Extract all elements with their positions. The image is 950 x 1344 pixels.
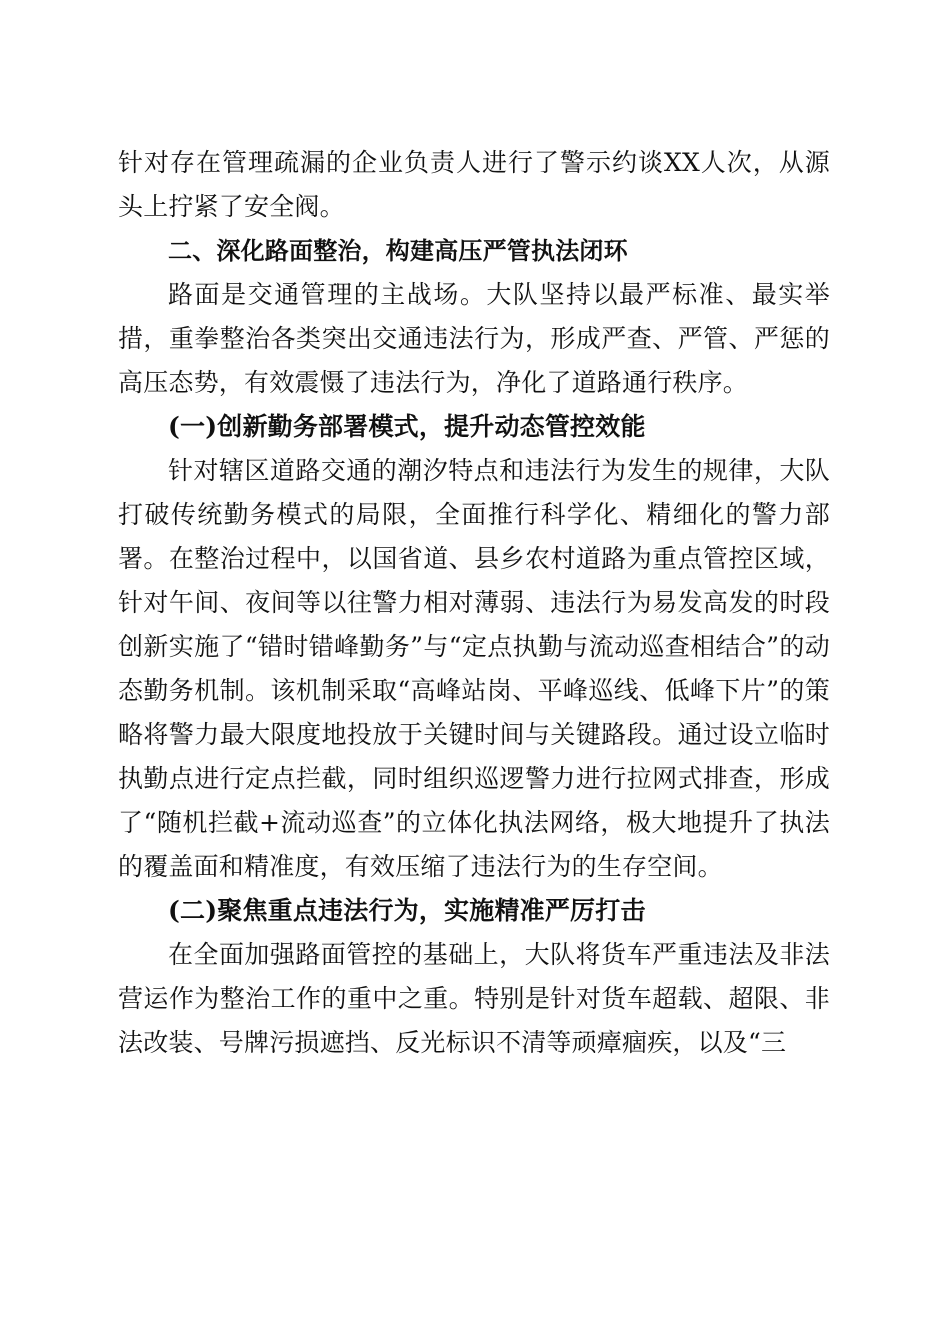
paragraph-key-violations: 在全面加强路面管控的基础上，大队将货车严重违法及非法营运作为整治工作的重中之重。特别是针对货车超载、超限、非法改装、号牌污损遮挡、反光标识不清等顽瘴痼疾，以及“三 <box>118 940 830 1057</box>
paragraph-continuation: 针对存在管理疏漏的企业负责人进行了警示约谈XX人次，从源头上拧紧了安全阀。 <box>118 148 830 221</box>
paragraph-road-management: 路面是交通管理的主战场。大队坚持以最严标准、最实举措，重拳整治各类突出交通违法行为，形成严查、严管、严惩的高压态势，有效震慑了违法行为，净化了道路通行秩序。 <box>118 280 830 397</box>
document-body <box>118 141 830 1065</box>
subsection-heading-2: (二)聚焦重点违法行为，实施精准严厉打击 <box>168 896 646 925</box>
subsection-heading-1: (一)创新勤务部署模式，提升动态管控效能 <box>168 412 646 441</box>
section-heading-2: 二、深化路面整治，构建高压严管执法闭环 <box>168 237 628 265</box>
paragraph-duty-deployment: 针对辖区道路交通的潮汐特点和违法行为发生的规律，大队打破传统勤务模式的局限，全面推行科学化、精细化的警力部署。在整治过程中，以国省道、县乡农村道路为重点管控区域，针对午间、夜间等以往警力相对薄弱、违法行为易发高发的时段创新实施了“错时错峰勤务”与“定点执勤与流动巡查相结合”的动态勤务机制。该机制采取“高峰站岗、平峰巡线、低峰下片”的策略将警力最大限度地投放于关键时间与关键路段。通过设立临时执勤点进行定点拦截，同时组织巡逻警力进行拉网式排查，形成了“随机拦截+流动巡查”的立体化执法网络，极大地提升了执法的覆盖面和精准度，有效压缩了违法行为的生存空间。 <box>118 456 830 881</box>
